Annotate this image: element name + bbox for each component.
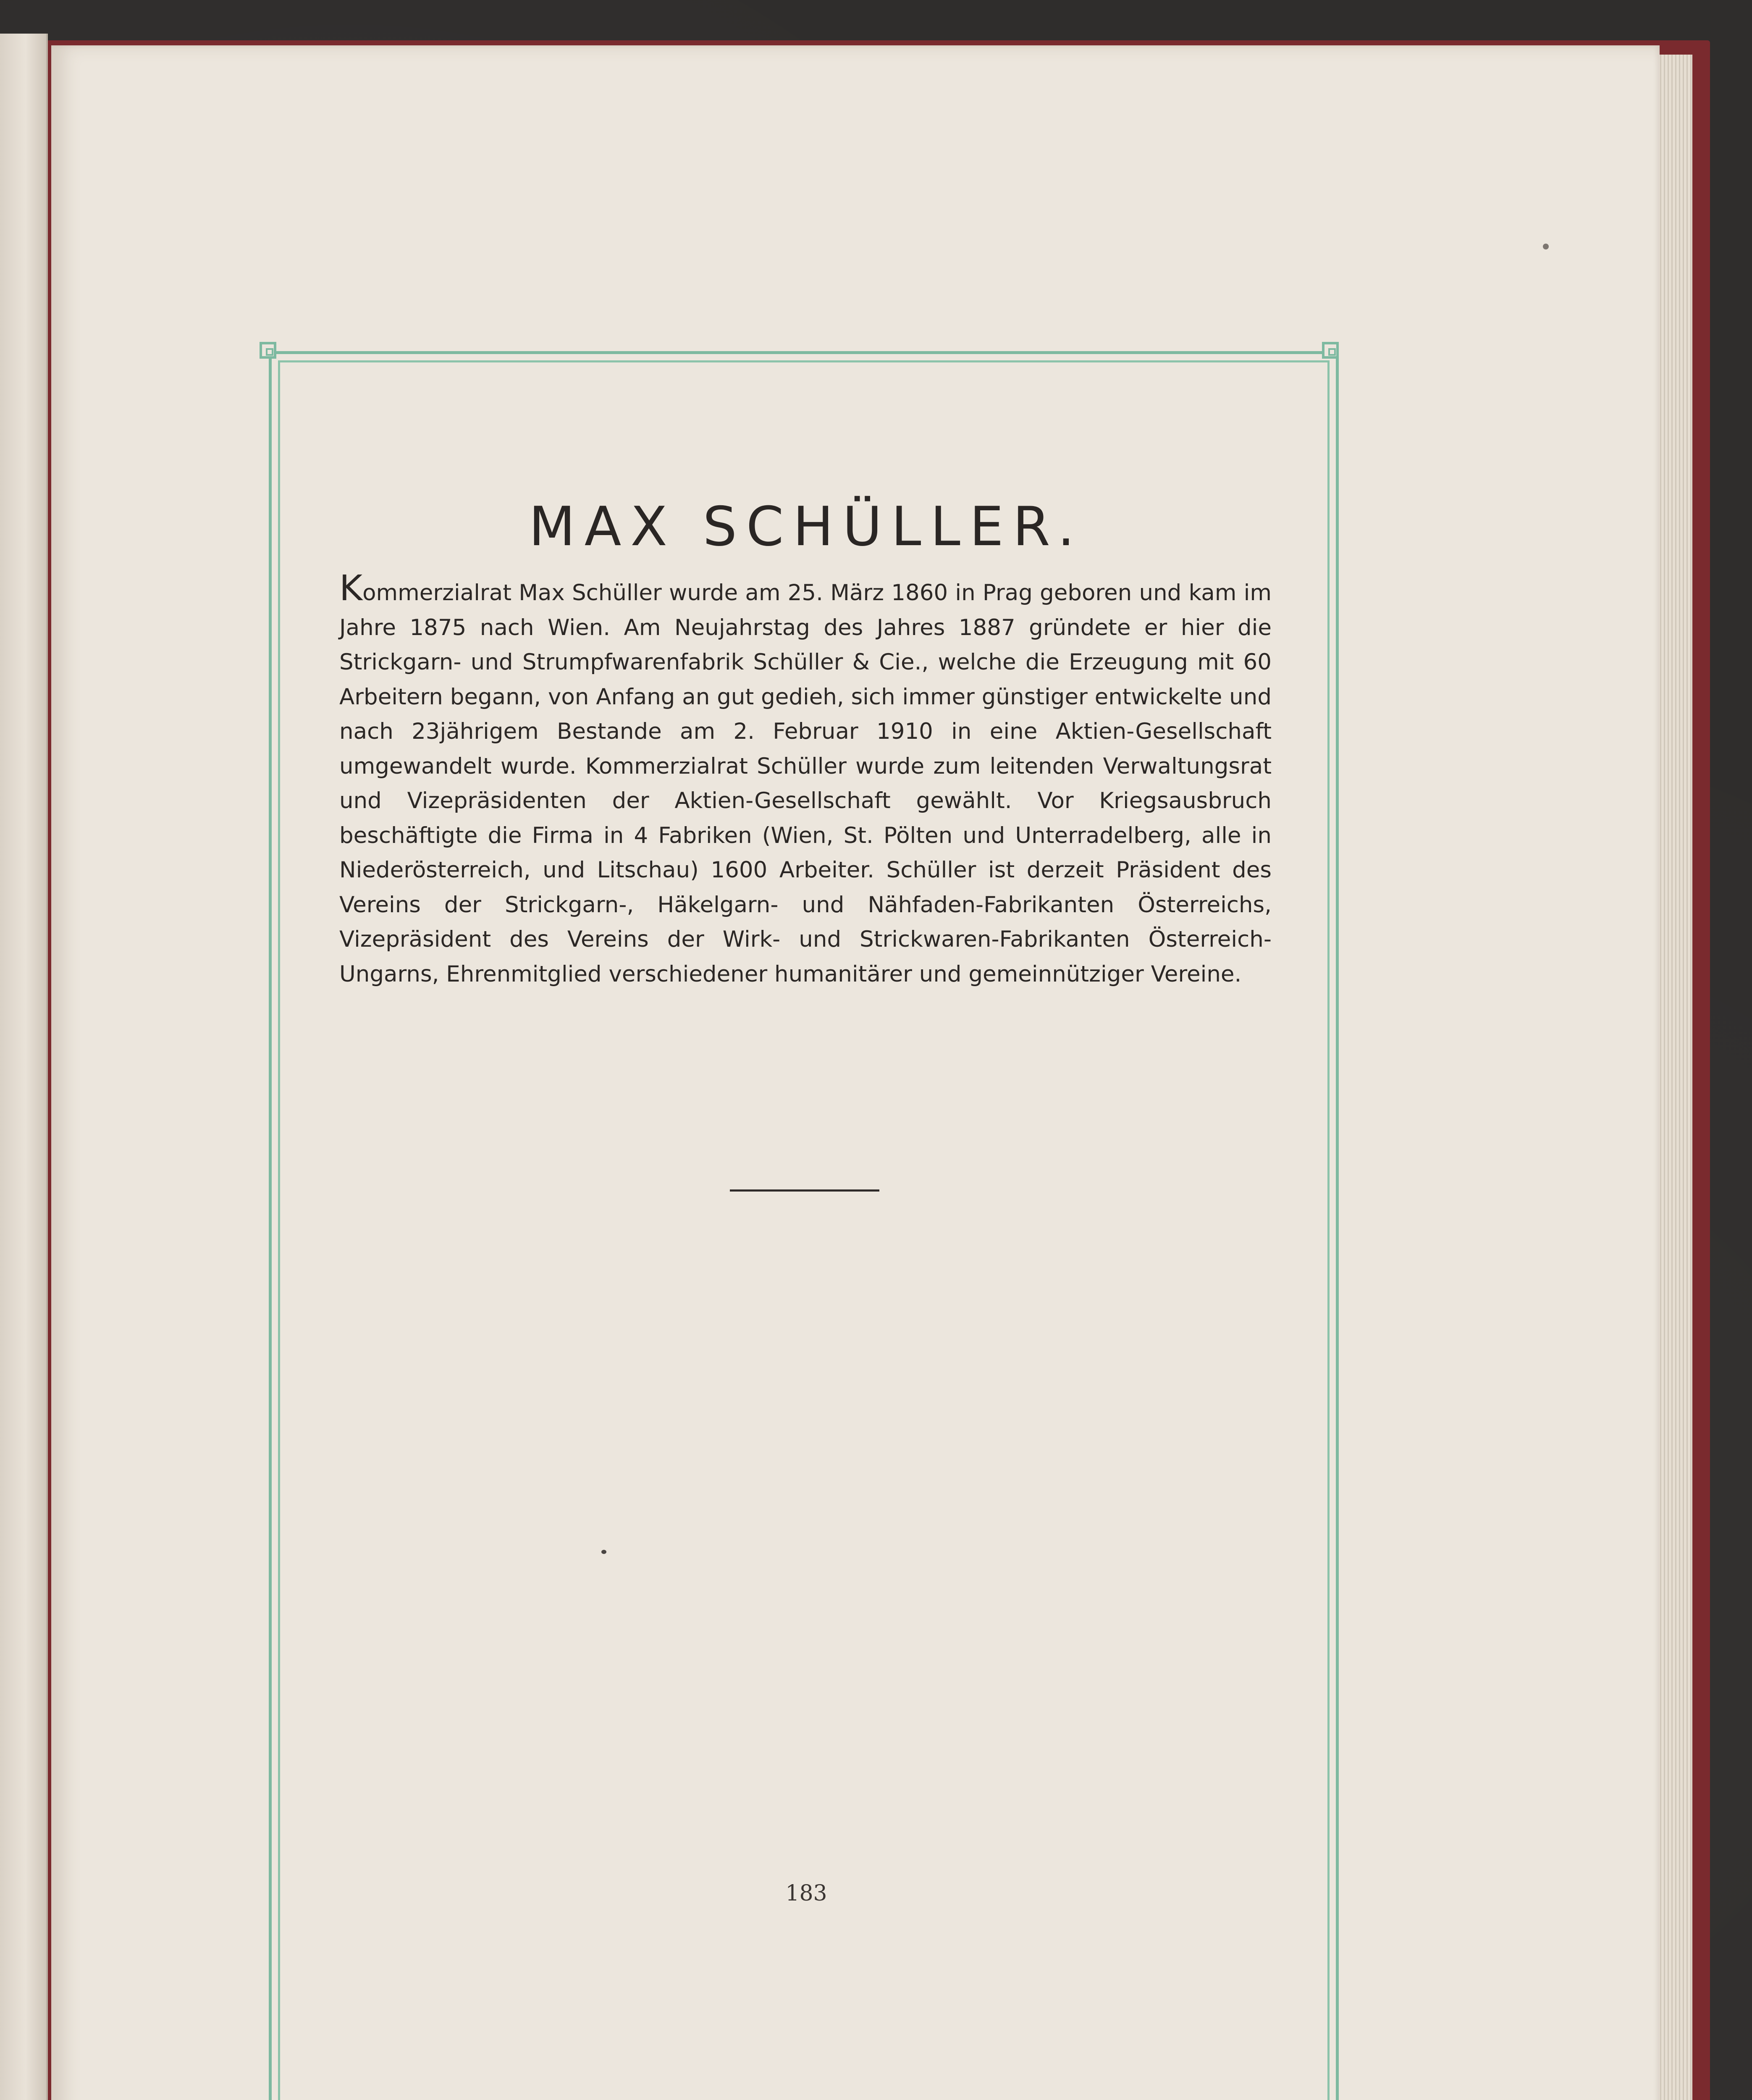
paper-speck [601, 1550, 606, 1554]
frame-corner-ornament [1322, 342, 1339, 359]
frame-corner-ornament [260, 342, 276, 359]
paper-speck [1543, 244, 1549, 249]
section-divider [730, 1189, 879, 1192]
drop-letter: K [339, 567, 363, 609]
page-number: 183 [785, 1881, 827, 1906]
biography-paragraph [339, 567, 1272, 992]
previous-page-edge [0, 34, 48, 2100]
biography-text: ommerzialrat Max Schüller wurde am 25. März 1860 in Prag geboren und kam im Jahre 1875 nach Wien. Am Neujahrstag des Jahres 1887 gründete er hier die Strickgarn- und Strumpfwarenfabrik Schüller & Cie., welche die Erzeugung mit 60 Arbeitern begann, von Anfang an gut gedieh, sich immer günstiger entwickelte und nach 23jährigem Bestande am 2. Februar 1910 in eine Aktien-Gesellschaft umgewandelt wurde. Kommerzialrat Schüller wurde zum leitenden Verwaltungsrat und Vizepräsidenten der Aktien-Gesellschaft gewählt. Vor Kriegsausbruch beschäftigte die Firma in 4 Fabriken (Wien, St. Pölten und Unterradelberg, alle in Niederösterreich, und Litschau) 1600 Arbeiter. Schüller ist derzeit Präsident des Vereins der Strickgarn-, Häkelgarn- und Nähfaden-Fabrikanten Österreichs, Vizepräsident des Vereins der Wirk- und Strickwaren-Fabrikanten Österreich-Ungarns, Ehrenmitglied verschiedener humanitärer und gemeinnütziger Vereine. [339, 580, 1272, 987]
page-title: MAX SCHÜLLER. [529, 496, 1084, 558]
